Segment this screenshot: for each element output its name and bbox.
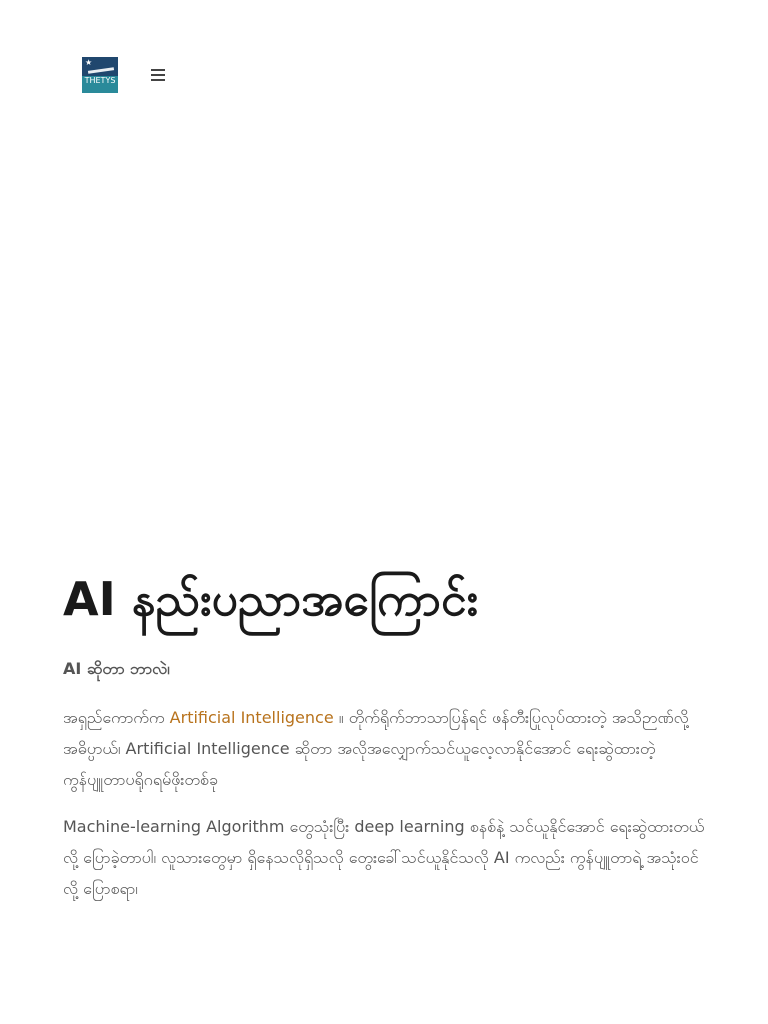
hamburger-menu-icon[interactable] xyxy=(151,69,165,81)
menu-bar xyxy=(151,69,165,71)
article-paragraph-2: Machine-learning Algorithm တွေသုံးပြီး deep learning စနစ်နဲ့ သင်ယူနိုင်အောင် ရေးဆွဲထားတယ်လို့ ပြောခဲ့တာပါ၊ လူသားတွေမှာ ရှိနေသလိုရှိသလို တွေးခေါ်သင်ယူနိုင်သလို AI ကလည်း ကွန်ပျူတာရဲ့ အသုံးဝင်လို့ ပြောစရာ၊ xyxy=(63,817,705,898)
menu-bar xyxy=(151,74,165,76)
artificial-intelligence-link[interactable]: Artificial Intelligence xyxy=(169,708,334,727)
site-header xyxy=(82,56,165,94)
logo-star-icon: ★ xyxy=(85,58,93,67)
article-content xyxy=(63,568,713,904)
article-paragraph-1 xyxy=(63,702,713,795)
site-logo[interactable] xyxy=(82,57,118,93)
menu-bar xyxy=(151,79,165,81)
logo-text: THETYS xyxy=(84,76,116,85)
article-subtitle: AI ဆိုတာ ဘာလဲ၊ xyxy=(63,659,170,678)
article-title: AI နည်းပညာအကြောင်း xyxy=(63,572,479,626)
para1-text-before: အရှည်ကောက်က xyxy=(63,708,170,727)
para1-text-after: ။ တိုက်ရိုက်ဘာသာပြန်ရင် ဖန်တီးပြုလုပ်ထားတဲ့ အသိဉာဏ်လို့ အဓိပ္ပာယ်၊ Artificial Intelligence ဆိုတာ အလိုအလျှောက်သင်ယူလေ့လာနိုင်အောင် ရေးဆွဲထားတဲ့ ကွန်ပျူတာပရိုဂရမ်ဖိုးတစ်ခု xyxy=(63,708,689,789)
